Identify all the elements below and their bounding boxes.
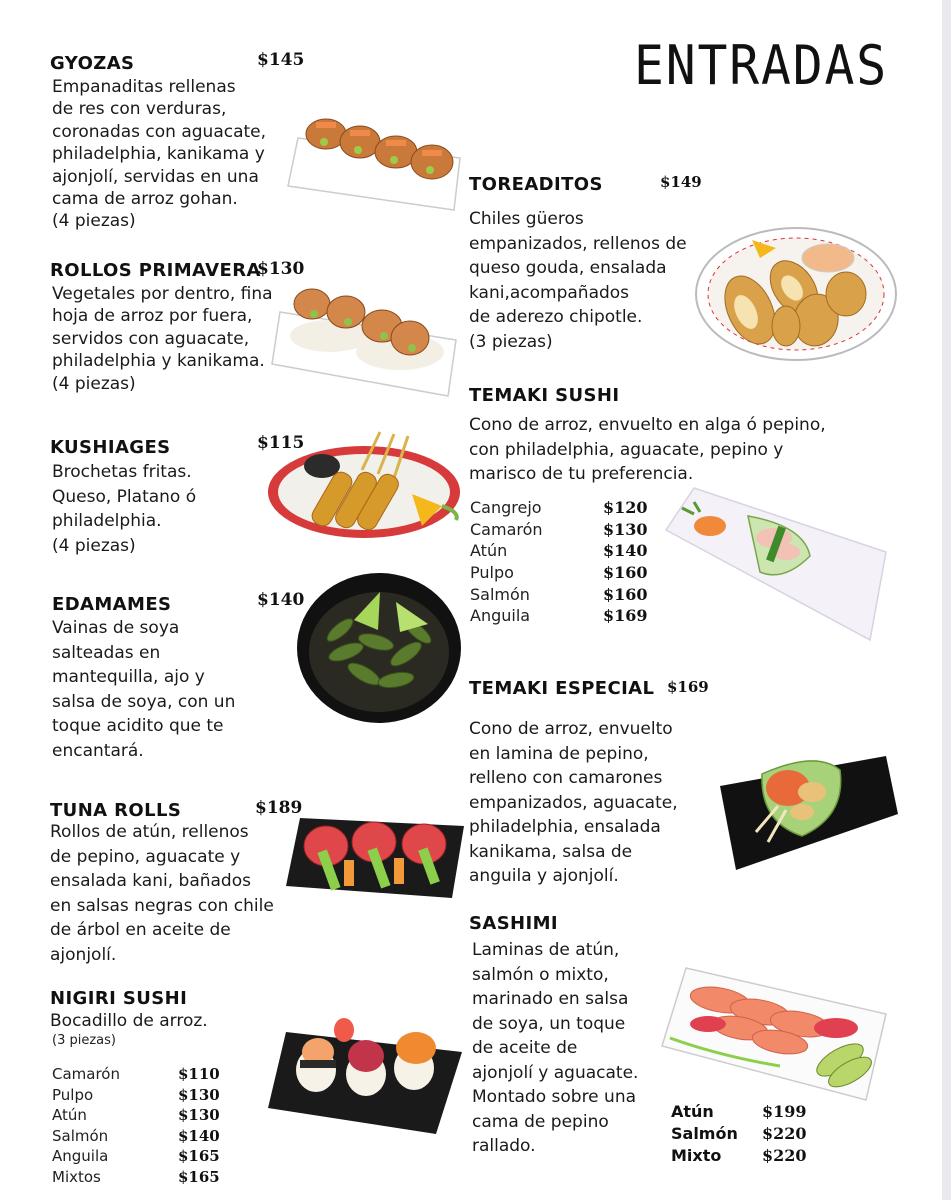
toreaditos-description: Chiles güeros empanizados, rellenos de queso gouda, ensalada kani,acompañados de aderezo chipotle. (3 piezas) [469, 209, 687, 352]
price-row [671, 1100, 807, 1122]
item-name: Anguila [52, 1147, 109, 1166]
item-name: Atún [470, 541, 508, 561]
price-row [52, 1105, 220, 1126]
item-name: Mixtos [52, 1167, 101, 1186]
nigiri-photo [266, 1012, 464, 1136]
item-price: $130 [178, 1085, 220, 1104]
item-name: Salmón [470, 584, 530, 604]
price-row [52, 1064, 220, 1085]
price-row [52, 1085, 220, 1106]
item-name: Mixto [671, 1145, 722, 1165]
gyozas-name: GYOZAS [50, 53, 135, 74]
price-row [470, 540, 648, 562]
item-price: $165 [178, 1167, 220, 1186]
edamames-price: $140 [257, 590, 305, 610]
rollos-photo [270, 282, 462, 398]
edamames-description: Vainas de soya salteadas en mantequilla, ajo y salsa de soya, con un toque acidito que te encantará. [52, 618, 236, 761]
gyozas-price: $145 [257, 50, 305, 70]
edamames-name: EDAMAMES [52, 594, 172, 615]
item-name: Salmón [671, 1123, 738, 1143]
item-name: Camarón [470, 519, 543, 539]
price-row [470, 562, 648, 584]
item-price: $140 [603, 541, 648, 561]
price-row [671, 1144, 807, 1166]
temaki-especial-photo [716, 752, 900, 872]
sashimi-name: SASHIMI [469, 913, 559, 934]
page-edge [942, 0, 951, 1200]
item-price: $130 [603, 519, 648, 539]
nigiri-pieces: (3 piezas) [52, 1033, 116, 1048]
rollos-name: ROLLOS PRIMAVERA [50, 260, 261, 281]
temaki-description: Cono de arroz, envuelto en alga ó pepino, con philadelphia, aguacate, pepino y marisco de tu preferencia. [469, 415, 826, 484]
item-price: $120 [603, 498, 648, 518]
item-name: Atún [671, 1101, 714, 1121]
price-row [470, 519, 648, 541]
item-name: Camarón [52, 1065, 120, 1084]
price-row [671, 1122, 807, 1144]
item-price: $169 [603, 606, 648, 626]
gyozas-photo [284, 108, 466, 212]
item-name: Anguila [470, 606, 531, 626]
price-row [52, 1146, 220, 1167]
item-name: Pulpo [52, 1085, 94, 1104]
item-name: Atún [52, 1106, 87, 1125]
rollos-description: Vegetales por dentro, fina hoja de arroz por fuera, servidos con aguacate, philadelphia y kanikama. (4 piezas) [52, 284, 273, 394]
kushiages-name: KUSHIAGES [50, 437, 171, 458]
item-price: $220 [762, 1145, 807, 1165]
item-price: $160 [603, 563, 648, 583]
tuna-description: Rollos de atún, rellenos de pepino, aguacate y ensalada kani, bañados en salsas negras con chile de árbol en aceite de ajonjolí. [50, 822, 274, 965]
temaki-especial-price: $169 [667, 678, 709, 696]
price-row [52, 1126, 220, 1147]
item-price: $110 [178, 1065, 220, 1084]
tuna-photo [284, 806, 468, 902]
temaki-photo [664, 486, 888, 642]
temaki-price-list [470, 497, 648, 627]
item-price: $140 [178, 1126, 220, 1145]
kushiages-photo [262, 430, 462, 550]
tuna-name: TUNA ROLLS [50, 800, 182, 821]
nigiri-description: Bocadillo de arroz. [50, 1011, 208, 1031]
toreaditos-price: $149 [660, 173, 702, 191]
item-name: Pulpo [470, 563, 514, 583]
kushiages-description: Brochetas fritas. Queso, Platano ó philadelphia. (4 piezas) [52, 462, 197, 556]
sashimi-photo [660, 966, 888, 1102]
item-price: $165 [178, 1147, 220, 1166]
gyozas-description: Empanaditas rellenas de res con verduras, coronadas con aguacate, philadelphia, kanikama y ajonjolí, servidas en una cama de arroz gohan. (4 piezas) [52, 77, 267, 232]
item-price: $199 [762, 1101, 807, 1121]
menu-title: ENTRADAS [634, 34, 889, 97]
sashimi-price-list [671, 1100, 807, 1166]
item-price: $160 [603, 584, 648, 604]
price-row [470, 605, 648, 627]
edamames-photo [296, 572, 462, 724]
price-row [470, 583, 648, 605]
item-name: Cangrejo [470, 498, 542, 518]
temaki-name: TEMAKI SUSHI [469, 385, 620, 406]
item-name: Salmón [52, 1126, 109, 1145]
item-price: $130 [178, 1106, 220, 1125]
nigiri-price-list [52, 1064, 220, 1187]
nigiri-name: NIGIRI SUSHI [50, 988, 188, 1009]
temaki-especial-description: Cono de arroz, envuelto en lamina de pepino, relleno con camarones empanizados, aguacate, philadelphia, ensalada kanikama, salsa de anguila y ajonjolí. [469, 719, 678, 886]
toreaditos-photo [686, 222, 898, 362]
item-price: $220 [762, 1123, 807, 1143]
kushiages-price: $115 [257, 433, 305, 453]
tuna-price: $189 [255, 798, 303, 818]
price-row [470, 497, 648, 519]
toreaditos-name: TOREADITOS [469, 174, 603, 195]
temaki-especial-name: TEMAKI ESPECIAL [469, 678, 655, 699]
rollos-price: $130 [257, 259, 305, 279]
price-row [52, 1167, 220, 1188]
sashimi-description: Laminas de atún, salmón o mixto, marinado en salsa de soya, un toque de aceite de ajonjolí y aguacate. Montado sobre una cama de pepino rallado. [472, 940, 639, 1156]
